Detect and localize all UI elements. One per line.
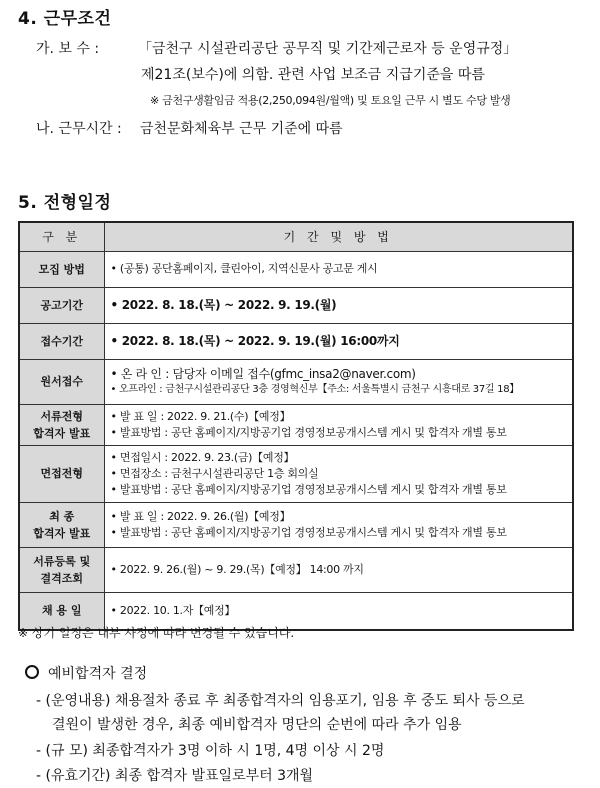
pay-line2: 제21조(보수)에 의함. 관련 사업 보조금 지급기준을 따름: [141, 67, 485, 83]
reserve-item1-line1: - (운영내용) 채용절차 종료 후 최종합격자의 임용포기, 임용 후 중도 퇴사 등으로: [36, 693, 525, 709]
table-row: [19, 547, 573, 592]
row-label: 최 종 합격자 발표: [19, 502, 104, 547]
row-label: 모집 방법: [19, 251, 104, 287]
reserve-item1-line2: 결원이 발생한 경우, 최종 예비합격자 명단의 순번에 따라 추가 임용: [52, 717, 462, 733]
row-content: • (공통) 공단홈페이지, 클린아이, 지역신문사 공고문 게시: [104, 251, 573, 287]
row-content: • 2022. 8. 18.(목) ~ 2022. 9. 19.(월) 16:00까지: [104, 323, 573, 359]
bullet-circle-icon: [25, 665, 39, 679]
pay-note: ※ 금천구생활임금 적용(2,250,094원/월액) 및 토요일 근무 시 별도 수당 발생: [150, 94, 511, 107]
table-row: [19, 404, 573, 445]
pay-label: 가. 보 수 :: [36, 41, 100, 57]
row-content: • 발 표 일 : 2022. 9. 21.(수)【예정】 • 발표방법 : 공단 홈페이지/지방공기업 경영정보공개시스템 게시 및 합격자 개별 통보: [104, 404, 573, 445]
table-row: [19, 502, 573, 547]
row-content: • 2022. 8. 18.(목) ~ 2022. 9. 19.(월): [104, 287, 573, 323]
reserve-item3: - (유효기간) 최종 합격자 발표일로부터 3개월: [36, 768, 314, 784]
table-row: [19, 359, 573, 404]
table-row: [19, 287, 573, 323]
header-category: 구 분: [19, 222, 104, 251]
section5-title: 5. 전형일정: [18, 193, 112, 213]
row-content: • 2022. 9. 26.(월) ~ 9. 29.(목)【예정】 14:00 까지: [104, 547, 573, 592]
pay-line1: 「금천구 시설관리공단 공무직 및 기간제근로자 등 운영규정」: [138, 41, 518, 57]
hours-label: 나. 근무시간 :: [36, 121, 122, 137]
reserve-item2: - (규 모) 최종합격자가 3명 이하 시 1명, 4명 이상 시 2명: [36, 743, 385, 759]
row-label: 면접전형: [19, 445, 104, 502]
table-row: [19, 251, 573, 287]
row-content: • 온 라 인 : 담당자 이메일 접수(gfmc_insa2@naver.com) • 오프라인 : 금천구시설관리공단 3층 경영혁신부【주소: 서울특별시 금천구 시흥대로 37길 18】: [104, 359, 573, 404]
row-label: 서류전형 합격자 발표: [19, 404, 104, 445]
table-note: ※ 상기 일정은 내부 사정에 따라 변경될 수 있습니다.: [18, 626, 295, 640]
row-label: 원서접수: [19, 359, 104, 404]
table-row: [19, 323, 573, 359]
header-period-method: 기 간 및 방 법: [104, 222, 573, 251]
reserve-title: 예비합격자 결정: [48, 666, 148, 682]
row-label: 접수기간: [19, 323, 104, 359]
table-row: [19, 445, 573, 502]
row-content: • 면접일시 : 2022. 9. 23.(금)【예정】 • 면접장소 : 금천구시설관리공단 1층 회의실 • 발표방법 : 공단 홈페이지/지방공기업 경영정보공개시스템 게시 및 합격자 개별 통보: [104, 445, 573, 502]
hours-value: 금천문화체육부 근무 기준에 따름: [140, 121, 343, 137]
row-label: 서류등록 및 결격조회: [19, 547, 104, 592]
row-content: • 2022. 10. 1.자【예정】: [104, 592, 573, 630]
row-label: 공고기간: [19, 287, 104, 323]
row-label: 채 용 일: [19, 592, 104, 630]
schedule-table: [18, 221, 574, 631]
table-header-row: [19, 222, 573, 251]
row-content: • 발 표 일 : 2022. 9. 26.(월)【예정】 • 발표방법 : 공단 홈페이지/지방공기업 경영정보공개시스템 게시 및 합격자 개별 통보: [104, 502, 573, 547]
section4-title: 4. 근무조건: [18, 9, 112, 29]
